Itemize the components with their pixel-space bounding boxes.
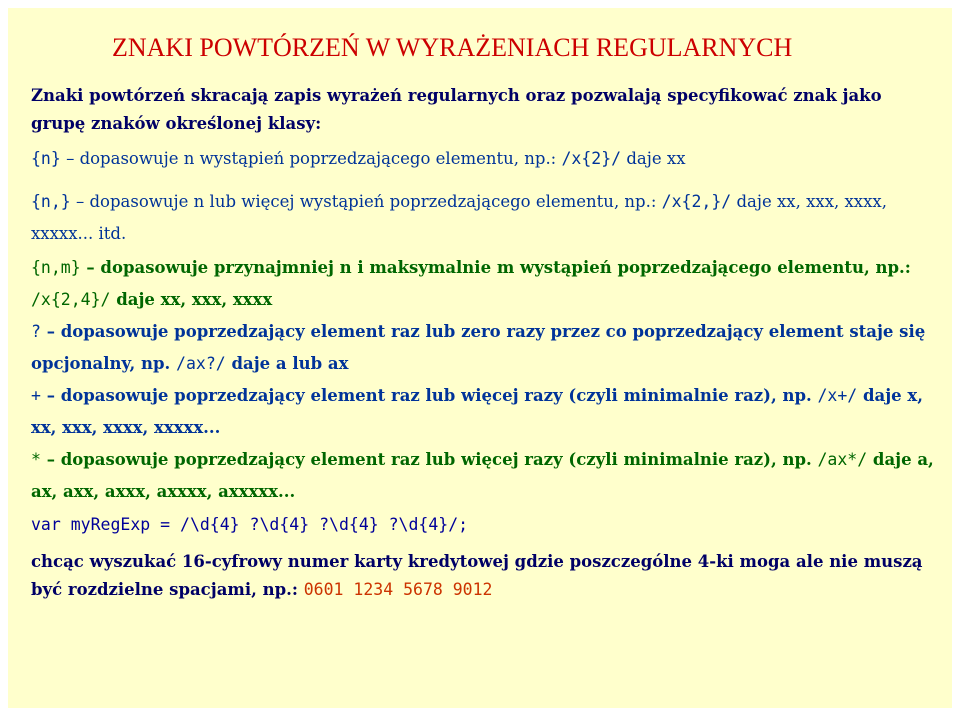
regex-example: /x{2}/: [561, 149, 622, 168]
example-result: daje xx: [626, 149, 686, 168]
closing-description: chcąc wyszukać 16-cyfrowy numer karty kredytowej gdzie poszczególne 4-ki moga ale nie muszą być rozdzielne spacjami, np.:: [31, 552, 923, 599]
example-result: daje a lub ax: [231, 354, 349, 373]
card-number-example: 0601 1234 5678 9012: [303, 580, 493, 599]
page-title: ZNAKI POWTÓRZEŃ W WYRAŻENIACH REGULARNYCH: [112, 33, 793, 62]
quantifier-description: dopasowuje poprzedzający element raz lub zero razy przez co poprzedzający element staje się opcjonalny, np.: [31, 322, 926, 373]
quantifier-description: dopasowuje poprzedzający element raz lub więcej razy (czyli minimalnie raz), np.: [60, 386, 812, 405]
example-result: daje xx, xxx, xxxx, xxxxx... itd.: [31, 192, 887, 243]
quantifier-token: ?: [31, 322, 41, 341]
dash: –: [46, 322, 55, 341]
code-example: var myRegExp = /\d{4} ?\d{4} ?\d{4} ?\d{4}/;: [31, 515, 469, 534]
dash: –: [66, 149, 75, 168]
regex-example: /ax*/: [817, 450, 868, 469]
list-item-exact: [31, 143, 946, 175]
closing-text: [31, 548, 946, 604]
quantifier-description: dopasowuje poprzedzający element raz lub więcej razy (czyli minimalnie raz), np.: [60, 450, 812, 469]
dash: –: [46, 386, 55, 405]
list-item-one-or-more: [31, 380, 946, 444]
list-item-zero-or-more: [31, 444, 946, 508]
intro-text: Znaki powtórzeń skracają zapis wyrażeń regularnych oraz pozwalają specyfikować znak jako grupę znaków określonej klasy:: [31, 86, 882, 133]
quantifier-description: dopasowuje n lub więcej wystąpień poprzedzającego elementu, np.:: [89, 192, 657, 211]
quantifier-token: {n}: [31, 149, 61, 168]
quantifier-token: {n,}: [31, 192, 71, 211]
quantifier-token: {n,m}: [31, 258, 81, 277]
list-item-at-least: [31, 186, 946, 250]
regex-example: /x+/: [817, 386, 858, 405]
quantifier-description: dopasowuje n wystąpień poprzedzającego elementu, np.:: [79, 149, 557, 168]
quantifier-description: dopasowuje przynajmniej n i maksymalnie m wystąpień poprzedzającego elementu, np.:: [100, 258, 911, 277]
dash: –: [86, 258, 95, 277]
list-item-range: [31, 252, 946, 316]
list-item-optional: [31, 316, 946, 380]
regex-example: /x{2,}/: [661, 192, 732, 211]
example-result: daje x, xx, xxx, xxxx, xxxxx...: [31, 386, 924, 437]
dash: –: [76, 192, 85, 211]
regex-example: /x{2,4}/: [31, 290, 111, 309]
example-result: daje xx, xxx, xxxx: [116, 290, 273, 309]
quantifier-token: *: [31, 450, 41, 469]
example-result: daje a, ax, axx, axxx, axxxx, axxxxx...: [31, 450, 934, 501]
quantifier-token: +: [31, 386, 41, 405]
dash: –: [46, 450, 55, 469]
regex-example: /ax?/: [176, 354, 226, 373]
